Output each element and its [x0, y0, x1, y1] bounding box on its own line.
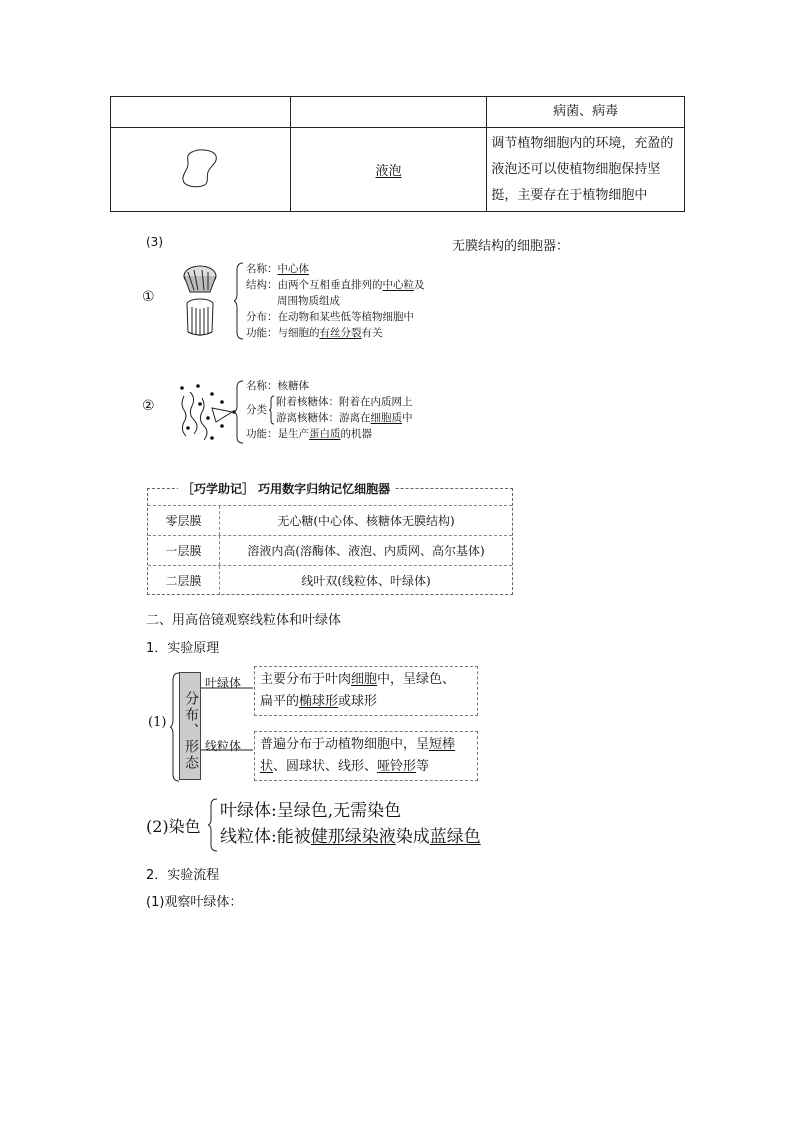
flow-heading: 2．实验流程 — [146, 868, 220, 883]
table-cell: 病菌、病毒 — [487, 97, 685, 128]
ribosome-function-key: 蛋白质 — [309, 428, 341, 440]
centriole-function-suffix: 有关 — [361, 327, 383, 339]
brace-icon — [234, 380, 244, 444]
p1-label: (1) — [148, 715, 167, 730]
table-cell — [290, 128, 487, 212]
chloroplast-box — [254, 666, 478, 716]
vacuole-image — [111, 128, 291, 212]
ribosome-free: 游离核糖体：游离在 — [276, 412, 371, 424]
mnemonic-key: 二层膜 — [148, 566, 220, 595]
chloro-text: 或球形 — [338, 694, 378, 709]
staining-info — [220, 798, 481, 850]
chloro-text: 主要分布于叶肉 — [260, 672, 352, 687]
ribosome-free-suffix: 中 — [402, 412, 413, 424]
chloro-text: 中，呈绿色、 — [377, 672, 456, 687]
centriole-illustration — [180, 262, 224, 342]
principle-heading: 1．实验原理 — [146, 641, 220, 656]
flow-step-1: (1)观察叶绿体： — [146, 895, 243, 910]
ribosome-name: 名称：核糖体 — [246, 380, 309, 392]
ribosome-info — [246, 378, 413, 442]
marker-2: ② — [142, 398, 155, 414]
vacuole-description: 调节植物细胞内的环境，充盈的液泡还可以使植物细胞保持坚挺，主要存在于植物细胞中 — [487, 128, 685, 212]
mito-key: 状 — [260, 759, 274, 774]
stain-mito: 染成 — [395, 827, 430, 847]
mnemonic-title: ［巧学助记］ 巧用数字归纳记忆细胞器 — [178, 480, 394, 497]
chloro-text: 扁平的 — [260, 694, 300, 709]
ribosome-free-key: 细胞质 — [370, 412, 402, 424]
chloroplast-label: 叶绿体 — [205, 676, 242, 690]
section-3-heading: 无膜结构的细胞器： — [452, 239, 570, 254]
organelle-table — [110, 96, 685, 212]
table-row — [148, 565, 512, 595]
stain-key: 蓝绿色 — [429, 827, 481, 847]
vacuole-sketch — [180, 146, 220, 190]
table-cell — [290, 97, 487, 128]
chloro-key: 细胞 — [351, 672, 378, 687]
stain-key: 健那绿染液 — [310, 827, 396, 847]
section-3-label: (3) — [146, 235, 163, 249]
brace-icon — [208, 798, 218, 852]
brace-icon — [234, 262, 244, 340]
vacuole-name: 液泡 — [375, 164, 402, 179]
mito-key: 哑铃形 — [377, 759, 417, 774]
centriole-name: 中心体 — [277, 263, 309, 275]
mito-text: 等 — [416, 759, 430, 774]
section-2-heading: 二、用高倍镜观察线粒体和叶绿体 — [146, 613, 342, 628]
centriole-name-label: 名称： — [246, 263, 278, 275]
ribosome-function-suffix: 的机器 — [340, 428, 372, 440]
ribosome-attached: 附着核糖体：附着在内质网上 — [276, 396, 413, 408]
centriole-function-key: 有丝分裂 — [319, 327, 362, 339]
stain-chloroplast: 叶绿体:呈绿色,无需染色 — [220, 801, 402, 821]
mnemonic-key: 一层膜 — [148, 536, 220, 565]
table-row — [148, 535, 512, 565]
mnemonic-value: 溶液内高(溶酶体、液泡、内质网、高尔基体) — [247, 544, 485, 558]
mnemonic-box — [147, 482, 513, 595]
centriole-structure-suffix: 及 — [414, 279, 425, 291]
mito-text: 、圆球状、线形、 — [273, 759, 378, 774]
centriole-structure-key: 中心粒 — [382, 279, 414, 291]
ribosome-illustration — [176, 382, 238, 444]
marker-1: ① — [142, 289, 155, 305]
ribosome-class-label: 分类 — [246, 404, 267, 416]
table-row — [148, 505, 512, 535]
brace-icon — [269, 395, 275, 425]
mitochondria-box — [254, 731, 478, 781]
chloro-key: 椭球形 — [299, 694, 339, 709]
centriole-structure-line2: 周围物质组成 — [277, 295, 340, 307]
mnemonic-value: 无心糖(中心体、核糖体无膜结构) — [277, 514, 455, 528]
distribution-shape-box: 分布、形态 — [179, 672, 201, 780]
ribosome-function: 功能：是生产 — [246, 428, 309, 440]
centriole-distribution: 分布：在动物和某些低等植物细胞中 — [246, 311, 414, 323]
centriole-function: 功能：与细胞的 — [246, 327, 320, 339]
p2-label: (2)染色 — [146, 817, 201, 836]
mnemonic-key: 零层膜 — [148, 506, 220, 535]
mito-text: 普遍分布于动植物细胞中，呈 — [260, 737, 430, 752]
mitochondria-label: 线粒体 — [205, 739, 242, 753]
table-cell — [111, 97, 291, 128]
centriole-structure: 结构：由两个互相垂直排列的 — [246, 279, 383, 291]
centriole-info — [246, 261, 425, 341]
mito-key: 短棒 — [429, 737, 456, 752]
stain-mito: 线粒体:能被 — [220, 827, 311, 847]
mnemonic-value: 线叶双(线粒体、叶绿体) — [301, 574, 431, 588]
